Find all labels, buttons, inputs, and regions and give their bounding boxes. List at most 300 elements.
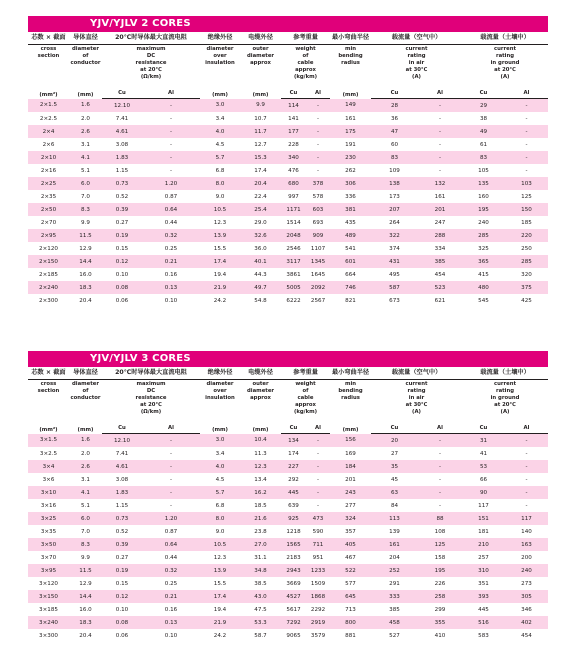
column-subheader: Cu [371,90,418,99]
table-cell: 156 [330,434,371,448]
table-cell: 0.44 [164,219,178,226]
column-header-cn: 绝缘外径 [200,32,240,45]
table-cell: 227 [281,460,306,473]
table-cell: 175 [330,125,371,138]
table-cell: 88 [418,512,462,525]
table-cell: 385 [389,606,400,613]
header-line: bending [338,388,363,394]
table-cell: 340 [281,151,306,164]
table-cell: 0.13 [142,281,200,294]
header-line: of [82,53,89,59]
table-cell: 4.1 [69,486,102,499]
table-cell: - [418,486,462,499]
table-cell: 15.3 [240,151,281,164]
table-cell: 207 [371,203,418,216]
table-cell: 310 [462,564,505,577]
table-cell: 402 [505,616,548,629]
header-line: maximum [136,46,166,52]
column-subheader: Cu [281,90,306,99]
table-cell: 0.25 [164,580,178,587]
column-header-cn: 绝缘外径 [200,367,240,380]
table-cell: 44.3 [254,271,267,278]
table-cell: 375 [505,281,548,294]
table-cell: 27.0 [240,538,281,551]
header-line: at 20℃ [494,402,516,408]
column-subheader: Cu [462,90,505,99]
table-cell: 151 [462,512,505,525]
header-line: (kg/km) [293,74,318,80]
table-cell: 47.5 [254,606,267,613]
table-cell: 201 [345,476,356,483]
table-cell: 21.9 [200,616,240,629]
table-cell: 2×95 [28,229,69,242]
table-cell: - [169,502,173,509]
table-cell: 161 [434,193,446,200]
table-cell: 4.61 [102,460,142,473]
table-row [28,203,548,216]
column-unit: (mm²) [39,91,58,98]
column-header-en [69,45,102,82]
table-row [28,294,548,307]
column-unit: (mm) [212,426,228,433]
table-cell: 17.4 [200,255,240,268]
table-cell: 1.6 [69,434,102,448]
table-cell: 2×70 [40,219,57,226]
table-cell: 8.0 [200,512,240,525]
header-line: cross [40,381,57,387]
table-cell: 4527 [281,590,306,603]
table-cell: 3×70 [40,554,57,561]
table-cell: 3×10 [28,486,69,499]
column-unit: (mm) [342,91,359,98]
table-row [28,190,548,203]
table-cell: 6.8 [215,502,225,509]
table-cell: 381 [330,203,371,216]
header-line: (A) [412,409,421,415]
table-cell: 17.4 [254,167,267,174]
table-cell: 925 [281,512,306,525]
table-cell: 1.20 [142,512,200,525]
table-cell: 160 [478,193,489,200]
column-subheader: Al [418,425,462,434]
column-header-cn: 导体直径 [69,367,102,380]
table-cell: 163 [505,538,548,551]
table-cell: - [142,460,200,473]
table-cell: 20.4 [79,297,92,304]
table-cell: 38.5 [254,580,267,587]
table-cell: 273 [521,580,532,587]
header-line: weight [295,46,316,52]
table-cell: 140 [521,528,532,535]
table-cell: 4.1 [69,151,102,164]
header-line: diameter [206,46,234,52]
column-header-cn: 20℃时导体最大直流电阻 [102,32,200,45]
table-cell: 5617 [286,606,301,613]
table-cell: 38 [479,115,488,122]
table-cell: 2.0 [81,115,90,122]
column-unit [462,81,548,90]
table-cell: 2×16 [40,167,57,174]
table-cell: 3669 [286,580,301,587]
table-cell: 41 [479,450,488,457]
table-cell: 527 [389,632,400,639]
table-cell: 201 [418,203,462,216]
table-cell: - [439,167,442,174]
table-cell: 7292 [281,616,306,629]
table-cell: 1.20 [142,177,200,190]
table-cell: 3×240 [28,616,69,629]
table-cell: - [505,99,548,113]
table-cell: 27 [390,450,399,457]
table-cell: 20.4 [79,632,92,639]
table-cell: 1565 [281,538,306,551]
table-cell: 16.2 [240,486,281,499]
header-line: cable [297,395,314,401]
table-cell: 2919 [306,616,330,629]
header-line: conductor [70,60,101,66]
table-cell: 5.7 [200,151,240,164]
table-row [28,281,548,294]
table-cell: 18.3 [69,616,102,629]
table-cell: 0.19 [102,229,142,242]
table-cell: - [505,125,548,138]
table-cell: 18.3 [69,281,102,294]
table-cell: 480 [462,281,505,294]
column-header-cn: 载流量（土壤中） [462,32,548,45]
spec-table [28,32,548,307]
header-line: insulation [205,60,235,66]
table-cell: 0.16 [164,271,178,278]
table-cell: - [439,502,442,509]
header-line: (A) [500,74,510,80]
table-cell: - [505,151,548,164]
table-cell: - [317,476,320,483]
table-cell: - [525,167,528,174]
table-cell: 2943 [281,564,306,577]
table-cell: 11.5 [69,564,102,577]
table-cell: 458 [371,616,418,629]
table-cell: 177 [281,125,306,138]
table-row [28,590,548,603]
column-header-en [462,45,548,82]
header-line: min [344,381,357,387]
table-cell: 0.12 [102,255,142,268]
table-cell: 2×185 [39,271,58,278]
table-cell: 1171 [281,203,306,216]
table-cell: 3×95 [28,564,69,577]
column-header-cn: 载流量（土壤中） [462,367,548,380]
table-cell: 5.1 [81,167,90,174]
table-cell: 32.6 [240,229,281,242]
header-line: of [82,388,89,394]
table-cell: 1.83 [102,486,142,499]
table-cell: 84 [390,502,399,509]
table-cell: 21.9 [200,281,240,294]
column-subheader: Al [306,90,330,99]
header-line: (A) [500,409,510,415]
table-cell: 3×50 [28,538,69,551]
table-cell: 29 [462,99,505,113]
table-cell: 516 [462,616,505,629]
table-cell: 12.9 [79,580,92,587]
header-line: approx [250,60,271,66]
table-cell: 0.27 [115,554,129,561]
table-cell: 2546 [286,245,301,252]
table-cell: 7.41 [115,115,129,122]
column-subheader: Cu [102,425,142,434]
header-line: of [302,388,309,394]
header-line: conductor [70,395,101,401]
column-subheader: Al [142,90,200,99]
table-cell: - [317,450,320,457]
table-cell: 2048 [281,229,306,242]
table-cell: 12.7 [254,141,267,148]
header-line: current [494,46,517,52]
table-cell: 4.0 [200,125,240,138]
column-header-en [102,45,200,82]
table-cell: 1509 [310,580,326,587]
table-cell: 20 [371,434,418,448]
table-cell: 66 [479,476,488,483]
table-cell: 603 [306,203,330,216]
column-unit: (mm) [77,426,94,433]
column-header-en [371,380,462,417]
table-cell: 322 [371,229,418,242]
table-cell: 2.0 [81,450,90,457]
table-cell: 299 [434,606,446,613]
table-cell: 2092 [306,281,330,294]
table-cell: 3.4 [215,115,225,122]
table-cell: 454 [434,271,446,278]
column-subheader: Al [505,425,548,434]
column-unit [102,81,200,90]
header-line: at 20℃ [494,67,516,73]
table-cell: - [142,99,200,113]
header-line: at 20℃ [140,67,162,73]
table-cell: - [142,434,200,448]
table-cell: 3×185 [39,606,58,613]
table-cell: 109 [389,167,400,174]
table-cell: 18.5 [254,502,267,509]
table-cell: 43.0 [240,590,281,603]
column-header-en [330,45,371,82]
column-subheader: Al [505,90,548,99]
table-cell: 378 [306,177,330,190]
table-cell: 9.9 [81,219,90,226]
header-line: in air [408,395,425,401]
table-cell: 228 [288,141,299,148]
table-cell: 334 [434,245,446,252]
table-cell: - [418,99,462,113]
column-subheader: Al [142,425,200,434]
table-cell: 3×300 [39,632,58,639]
table-cell: 545 [478,297,489,304]
header-line: resistance [135,60,167,66]
table-cell: 45 [390,476,399,483]
header-line: rating [407,388,426,394]
header-line: outer [252,381,269,387]
table-cell: 3×35 [40,528,57,535]
table-row [28,164,548,177]
header-line: section [37,53,60,59]
table-cell: 306 [330,177,371,190]
table-cell: 445 [281,486,306,499]
table-cell: 14.4 [69,590,102,603]
header-line: in ground [490,395,520,401]
column-header-cn: 电缆外径 [240,367,281,380]
table-cell: - [418,460,462,473]
column-header-en [240,380,281,417]
header-line: DC [146,53,156,59]
table-cell: 621 [434,297,446,304]
table-cell: 0.10 [164,297,178,304]
table-row [28,112,548,125]
table-cell: 240 [505,564,548,577]
table-cell: 393 [462,590,505,603]
table-row [28,499,548,512]
table-cell: 0.12 [102,590,142,603]
table-cell: 291 [389,580,400,587]
table-cell: 0.64 [142,203,200,216]
table-cell: 0.08 [102,281,142,294]
table-cell: 4.0 [200,460,240,473]
header-line: (Ω/km) [140,74,162,80]
table-cell: 277 [345,502,356,509]
table-cell: 0.32 [142,564,200,577]
table-cell: 3579 [310,632,326,639]
table-cell: 13.4 [254,476,267,483]
table-cell: 365 [462,255,505,268]
table-cell: 181 [478,528,489,535]
header-line: rating [495,53,515,59]
table-cell: 0.21 [142,590,200,603]
table-cell: 1233 [306,564,330,577]
table-cell: - [317,115,320,122]
table-cell: 3861 [286,271,301,278]
table-cell: 3.08 [115,476,129,483]
header-line: current [494,381,517,387]
table-cell: 2×10 [28,151,69,164]
table-cell: 28 [371,99,418,113]
table-cell: - [525,450,528,457]
column-header-en [330,380,371,417]
table-cell: 7.0 [81,193,90,200]
table-row [28,629,548,642]
header-line: radius [341,395,360,401]
table-cell: - [306,125,330,138]
table-cell: 0.06 [115,632,129,639]
column-unit: (mm) [77,91,94,98]
table-cell: 5005 [281,281,306,294]
header-line: weight [295,381,316,387]
column-subheader: Cu [462,425,505,434]
header-line: (kg/km) [293,409,318,415]
header-line: resistance [135,395,167,401]
header-line: outer [252,46,269,52]
column-unit [281,81,330,90]
table-cell: - [169,450,173,457]
table-cell: 2.6 [69,460,102,473]
column-subheader: Al [306,425,330,434]
table-cell: 132 [418,177,462,190]
table-cell: 210 [462,538,505,551]
table-cell: 577 [345,580,356,587]
table-cell: 11.5 [69,229,102,242]
table-cell: 2×50 [28,203,69,216]
table-cell: 125 [418,538,462,551]
table-cell: 250 [521,245,532,252]
table-cell: 2×240 [28,281,69,294]
table-cell: 3×120 [39,580,58,587]
table-cell: 15.5 [213,245,227,252]
table-cell: 2×150 [28,255,69,268]
table-cell: - [169,141,173,148]
table-cell: 473 [306,512,330,525]
header-line: radius [341,60,360,66]
table-cell: - [418,434,462,448]
table-cell: 0.73 [102,512,142,525]
table-cell: 305 [505,590,548,603]
table-cell: 13.9 [200,564,240,577]
table-cell: 0.39 [102,203,142,216]
table-cell: 909 [306,229,330,242]
column-subheader: Al [418,90,462,99]
table-cell: 40.1 [240,255,281,268]
header-line: diameter [71,46,100,52]
column-unit: (mm) [342,426,359,433]
table-cell: 425 [521,297,532,304]
table-cell: 12.3 [213,219,227,226]
table-cell: 262 [345,167,356,174]
table-row [28,577,548,590]
table-cell: 47 [371,125,418,138]
header-line: current [405,381,428,387]
table-cell: 645 [330,590,371,603]
table-cell: 351 [478,580,489,587]
table-cell: 169 [345,450,356,457]
table-cell: 5.1 [81,502,90,509]
table-cell: 58.7 [254,632,267,639]
table-cell: 11.7 [240,125,281,138]
table-cell: 0.25 [164,245,178,252]
table-cell: 431 [371,255,418,268]
table-cell: 0.10 [115,606,129,613]
table-cell: 601 [330,255,371,268]
table-cell: 135 [462,177,505,190]
column-header-cn: 电缆外径 [240,32,281,45]
table-cell: 134 [281,434,306,448]
table-cell: 0.10 [164,632,178,639]
table-cell: 9065 [286,632,301,639]
table-row [28,512,548,525]
table-row [28,447,548,460]
table-cell: 10.4 [240,434,281,448]
table-cell: 204 [389,554,400,561]
table-cell: 20.4 [240,177,281,190]
table-cell: 185 [521,219,532,226]
table-cell: 14.4 [69,255,102,268]
table-cell: 10.7 [254,115,267,122]
table-cell: 285 [462,229,505,242]
table-cell: 489 [330,229,371,242]
table-cell: 1345 [306,255,330,268]
table-cell: 173 [389,193,400,200]
header-line: maximum [136,381,166,387]
header-line: at 30℃ [405,402,428,408]
table-cell: - [306,99,330,113]
table-cell: - [505,434,548,448]
table-cell: 19.4 [213,606,227,613]
